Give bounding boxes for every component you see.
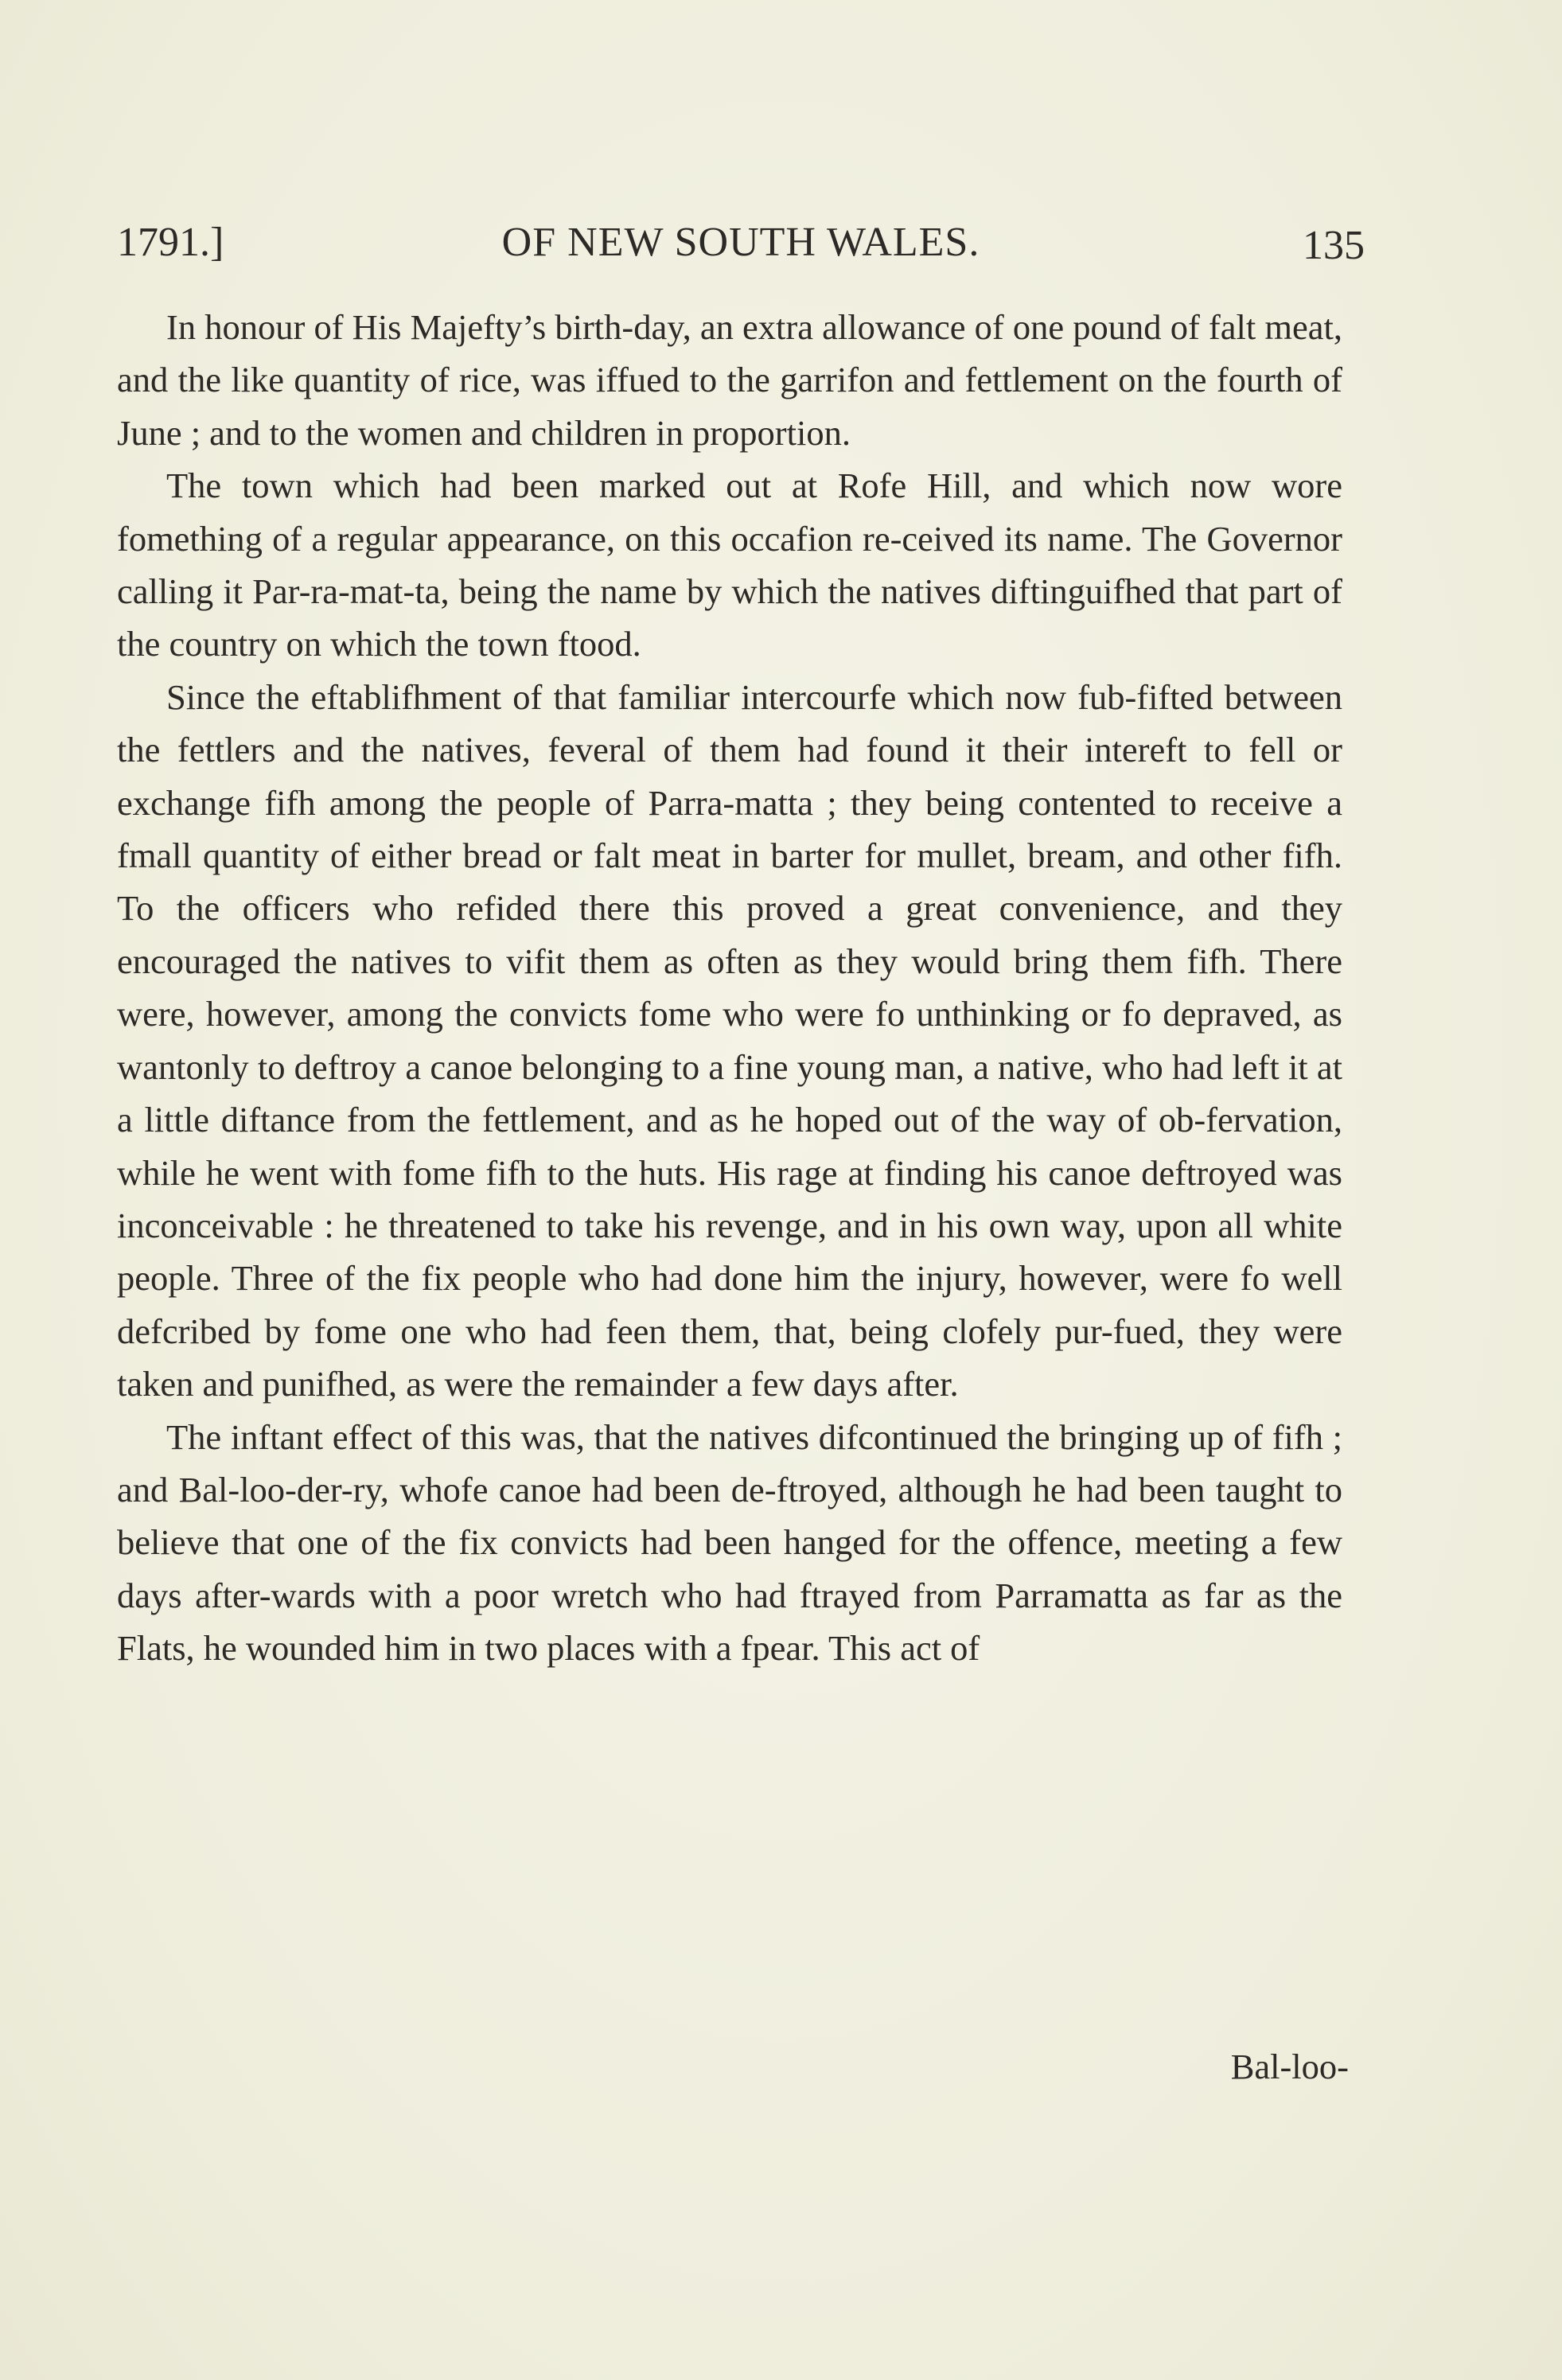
paragraph-balloderry-revenge: The inftant effect of this was, that the natives difcontinued the bringing up of fifh ; and Bal-loo-der-ry, whofe canoe had been de-ftroyed, although he had been taught to believe that one of the fix convicts had been hanged for the offence, meeting a few days after-wards with a poor wretch who had ftrayed from Parramatta as far as the Flats, he wounded him in two places with a fpear. This act of (117, 1416, 1342, 1669)
header-year: 1791.] (117, 220, 224, 265)
catchword: Bal-loo- (1230, 2047, 1349, 2086)
page-number: 135 (1303, 223, 1365, 268)
paragraph-birthday-allowance: In honour of His Majefty’s birth-day, an extra allowance of one pound of falt meat, and the like quantity of rice, was iffued to the garrifon and fettlement on the fourth of June ; and to the women and children in proportion. (117, 307, 1342, 453)
paragraph-canoe-destroyed: Since the eftablifhment of that familiar intercourfe which now fub-fifted between the fettlers and the natives, feveral of them had found it their intereft to fell or exchange fifh among the people of Parra-matta ; they being contented to receive a fmall quantity of either bread or falt meat in barter for mullet, bream, and other fifh. To the officers who refided there this proved a great convenience, and they encouraged the natives to vifit them as often as they would bring them fifh. There were, however, among the convicts fome who were fo unthinking or fo depraved, as wantonly to deftroy a canoe belonging to a fine young man, a native, who had left it at a little diftance from the fettlement, and as he hoped out of the way of ob-fervation, while he went with fome fifh to the huts. His rage at finding his canoe deftroyed was inconceivable : he threatened to take his revenge, and in his own way, upon all white people. Three of the fix people who had done him the injury, however, were fo well defcribed by fome one who had feen them, that, being clofely pur-fued, they were taken and punifhed, as were the remainder a few days after. (117, 676, 1342, 1404)
running-head (117, 215, 1365, 271)
header-title: OF NEW SOUTH WALES. (501, 220, 980, 265)
body-text (117, 301, 1342, 1675)
paragraph-parramatta-naming: The town which had been marked out at Rofe Hill, and which now wore fomething of a regular appearance, on this occafion re-ceived its name. The Governor calling it Par-ra-mat-ta, being the name by which the natives diftinguifhed that part of the country on which the town ftood. (117, 465, 1342, 664)
